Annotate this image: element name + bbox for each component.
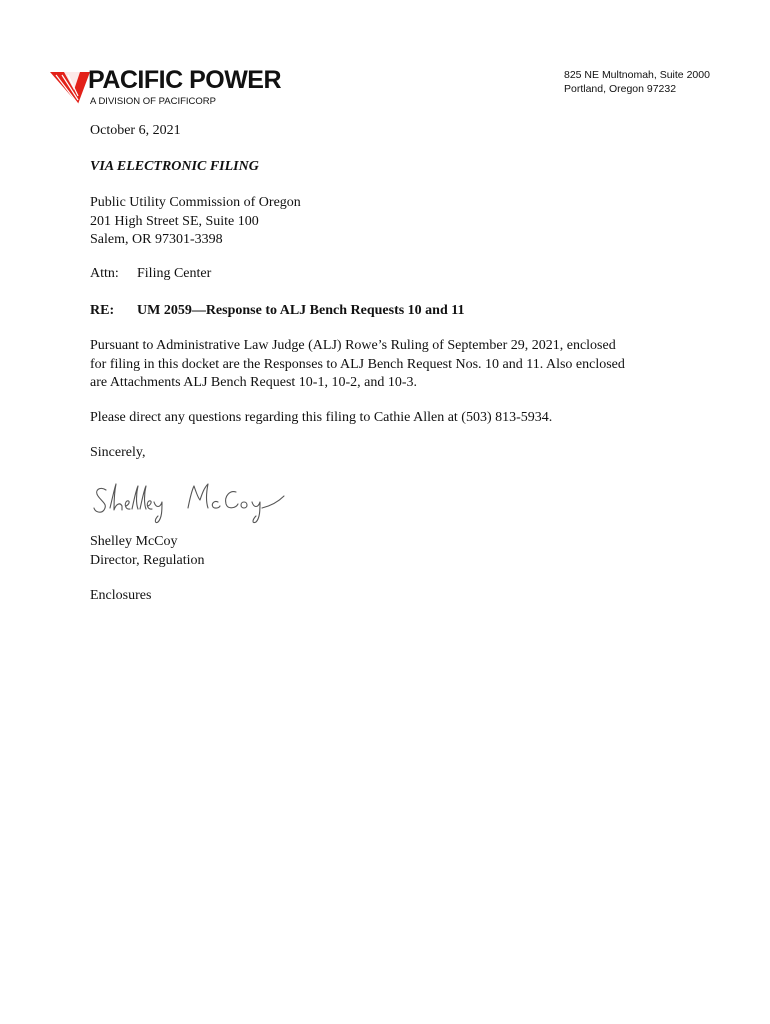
- signer-block: [90, 533, 205, 570]
- enclosures-line: Enclosures: [90, 588, 152, 603]
- closing: Sincerely,: [90, 445, 146, 460]
- attn-label: Attn:: [90, 266, 119, 281]
- pacific-power-logo-icon: [50, 70, 92, 108]
- re-label: RE:: [90, 303, 115, 318]
- recipient-line-2: 201 High Street SE, Suite 100: [90, 213, 259, 229]
- paragraph-1-line-2: for filing in this docket are the Responses to ALJ Bench Request Nos. 10 and 11. Also enclosed: [90, 356, 625, 372]
- recipient-address: [90, 194, 301, 250]
- company-division: A DIVISION OF PACIFICORP: [90, 96, 216, 107]
- recipient-line-1: Public Utility Commission of Oregon: [90, 195, 301, 210]
- subject-line: [90, 302, 464, 321]
- paragraph-1-line-1: Pursuant to Administrative Law Judge (ALJ) Rowe’s Ruling of September 29, 2021, enclosed: [90, 338, 616, 353]
- company-address: [564, 68, 710, 96]
- letter-date: October 6, 2021: [90, 123, 181, 138]
- signer-title: Director, Regulation: [90, 552, 205, 568]
- signer-name: Shelley McCoy: [90, 534, 178, 549]
- letterhead: [50, 66, 730, 112]
- address-line-1: 825 NE Multnomah, Suite 2000: [564, 69, 710, 81]
- body-paragraph-2: Please direct any questions regarding this filing to Cathie Allen at (503) 813-5934.: [90, 410, 553, 425]
- attention-line: [90, 265, 211, 284]
- handwritten-signature: [92, 478, 292, 528]
- address-line-2: Portland, Oregon 97232: [564, 83, 677, 95]
- body-paragraph-1: [90, 337, 625, 393]
- recipient-line-3: Salem, OR 97301-3398: [90, 232, 223, 247]
- delivery-method: VIA ELECTRONIC FILING: [90, 159, 259, 174]
- company-name: PACIFIC POWER: [88, 66, 282, 94]
- paragraph-1-line-3: are Attachments ALJ Bench Request 10-1, 10-2, and 10-3.: [90, 375, 417, 390]
- re-subject: UM 2059—Response to ALJ Bench Requests 10 and 11: [137, 303, 465, 318]
- attn-value: Filing Center: [137, 266, 212, 281]
